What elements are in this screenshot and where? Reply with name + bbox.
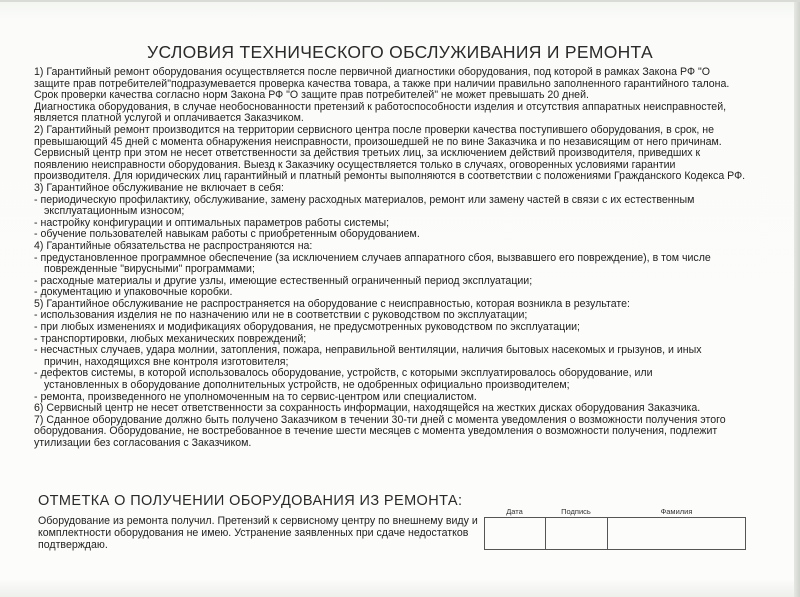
terms-line: установленных в оборудование дополнительных устройств, не одобренных официально производителем; (44, 380, 570, 392)
terms-line: - расходные материалы и другие узлы, имеющие естественный ограниченный период эксплуатации; (34, 275, 533, 287)
terms-line: поврежденные "вирусными" программами; (44, 264, 255, 276)
terms-line: защите прав потребителей"подразумевается проверка качества товара, а также при наличии правильно заполненного гарантийного талона. (34, 78, 730, 90)
receipt-line: Оборудование из ремонта получил. Претензий к сервисному центру по внешнему виду и (38, 515, 478, 527)
terms-line: оборудования. Оборудование, не востребованное в течение шести месяцев с момента уведомления о возможности получения, подлежит (34, 426, 718, 438)
date-cell[interactable] (485, 518, 546, 549)
terms-line: Диагностика оборудования, в случае необоснованности претензий к работоспособности изделия и отсутствия аппаратных неисправностей, (34, 101, 727, 113)
receipt-line: комплектности оборудования не имею. Устранение заявленных при сдаче недостатков (38, 526, 469, 539)
terms-line: - транспортировки, любых механических повреждений; (34, 333, 307, 345)
terms-line: Срок проверки качества согласно норм Закона РФ "О защите прав потребителей" не может превышать 20 дней. (34, 90, 589, 102)
terms-line: - предустановленное программное обеспечение (за исключением случаев аппаратного сбоя, вызвавшего его повреждение), в том числе (34, 252, 711, 264)
terms-line: появлению неисправности оборудования. Выезд к Заказчику осуществляется только в случаях, оговоренных условиями гарантии (34, 159, 676, 171)
surname-column-header: Фамилия (660, 507, 693, 516)
receipt-title: ОТМЕТКА О ПОЛУЧЕНИИ ОБОРУДОВАНИЯ ИЗ РЕМОНТА: (38, 493, 463, 509)
terms-line: 4) Гарантийные обязательства не распространяются на: (34, 240, 313, 252)
date-column-header: Дата (506, 507, 523, 516)
receipt-text (38, 516, 478, 551)
document-title: УСЛОВИЯ ТЕХНИЧЕСКОГО ОБСЛУЖИВАНИЯ И РЕМОНТА (147, 42, 653, 62)
terms-line: производителя. Для юридических лиц гарантийный и платный ремонты выполняются в соответствии с положениями Гражданского Кодекса РФ. (34, 171, 746, 183)
terms-line: причин, находящихся вне контроля изготовителя; (44, 356, 289, 368)
terms-line: превышающий 45 дней с момента обнаружения неисправности, произошедшей не по вине Заказчика и по независящим от него причинам. (34, 136, 722, 148)
page-edge (794, 2, 800, 597)
terms-line: - документацию и упаковочные коробки. (34, 287, 233, 299)
terms-line: 1) Гарантийный ремонт оборудования осуществляется после первичной диагностики оборудования, под которой в рамках Закона РФ "О (34, 67, 710, 78)
signature-cell[interactable] (546, 518, 608, 549)
terms-line: - дефектов системы, в которой использовалось оборудование, устройств, с которыми эксплуатировалось оборудование, или (34, 368, 653, 380)
signature-table (484, 517, 746, 550)
terms-line: Сервисный центр при этом не несет ответственности за действия третьих лиц, за исключением действий производителя, приведших к (34, 148, 701, 160)
terms-line: 5) Гарантийное обслуживание не распространяется на оборудование с неисправностью, которая возникла в результате: (34, 298, 630, 310)
terms-line: 7) Сданное оборудование должно быть получено Заказчиком в течении 30-ти дней с момента уведомления о возможности получения этого (34, 414, 726, 426)
terms-line: - периодическую профилактику, обслуживание, замену расходных материалов, ремонт или замену частей в связи с их естественным (34, 194, 695, 206)
terms-line: 6) Сервисный центр не несет ответственности за сохранность информации, находящейся на жестких дисках оборудования Заказчика. (34, 403, 701, 415)
terms-line: 2) Гарантийный ремонт производится на территории сервисного центра после проверки качества поступившего оборудования, в срок, не (34, 124, 714, 136)
terms-line: 3) Гарантийное обслуживание не включает в себя: (34, 182, 284, 194)
terms-line: - обучение пользователей навыкам работы с приобретенным оборудованием. (34, 229, 420, 241)
signature-column-header: Подпись (561, 507, 591, 516)
terms-line: - настройку конфигурации и оптимальных параметров работы системы; (34, 217, 390, 229)
terms-line: эксплуатационным износом; (44, 206, 185, 218)
terms-line: является платной услугой и оплачивается Заказчиком. (34, 113, 304, 125)
terms-line: - несчастных случаев, удара молнии, затопления, пожара, неправильной вентиляции, наличия бытовых насекомых и грызунов, и иных (34, 345, 702, 357)
terms-line: - ремонта, произведенного не уполномоченным на то сервис-центром или специалистом. (34, 391, 477, 403)
terms-line: - использования изделия не по назначению или не в соответствии с руководством по эксплуатации; (34, 310, 528, 322)
terms-line: - при любых изменениях и модификациях оборудования, не предусмотренных руководством по эксплуатации; (34, 322, 580, 334)
terms-line: утилизации без согласования с Заказчиком. (34, 438, 252, 449)
surname-cell[interactable] (608, 518, 745, 549)
terms-body (34, 67, 754, 450)
receipt-line: подтверждаю. (38, 538, 108, 551)
